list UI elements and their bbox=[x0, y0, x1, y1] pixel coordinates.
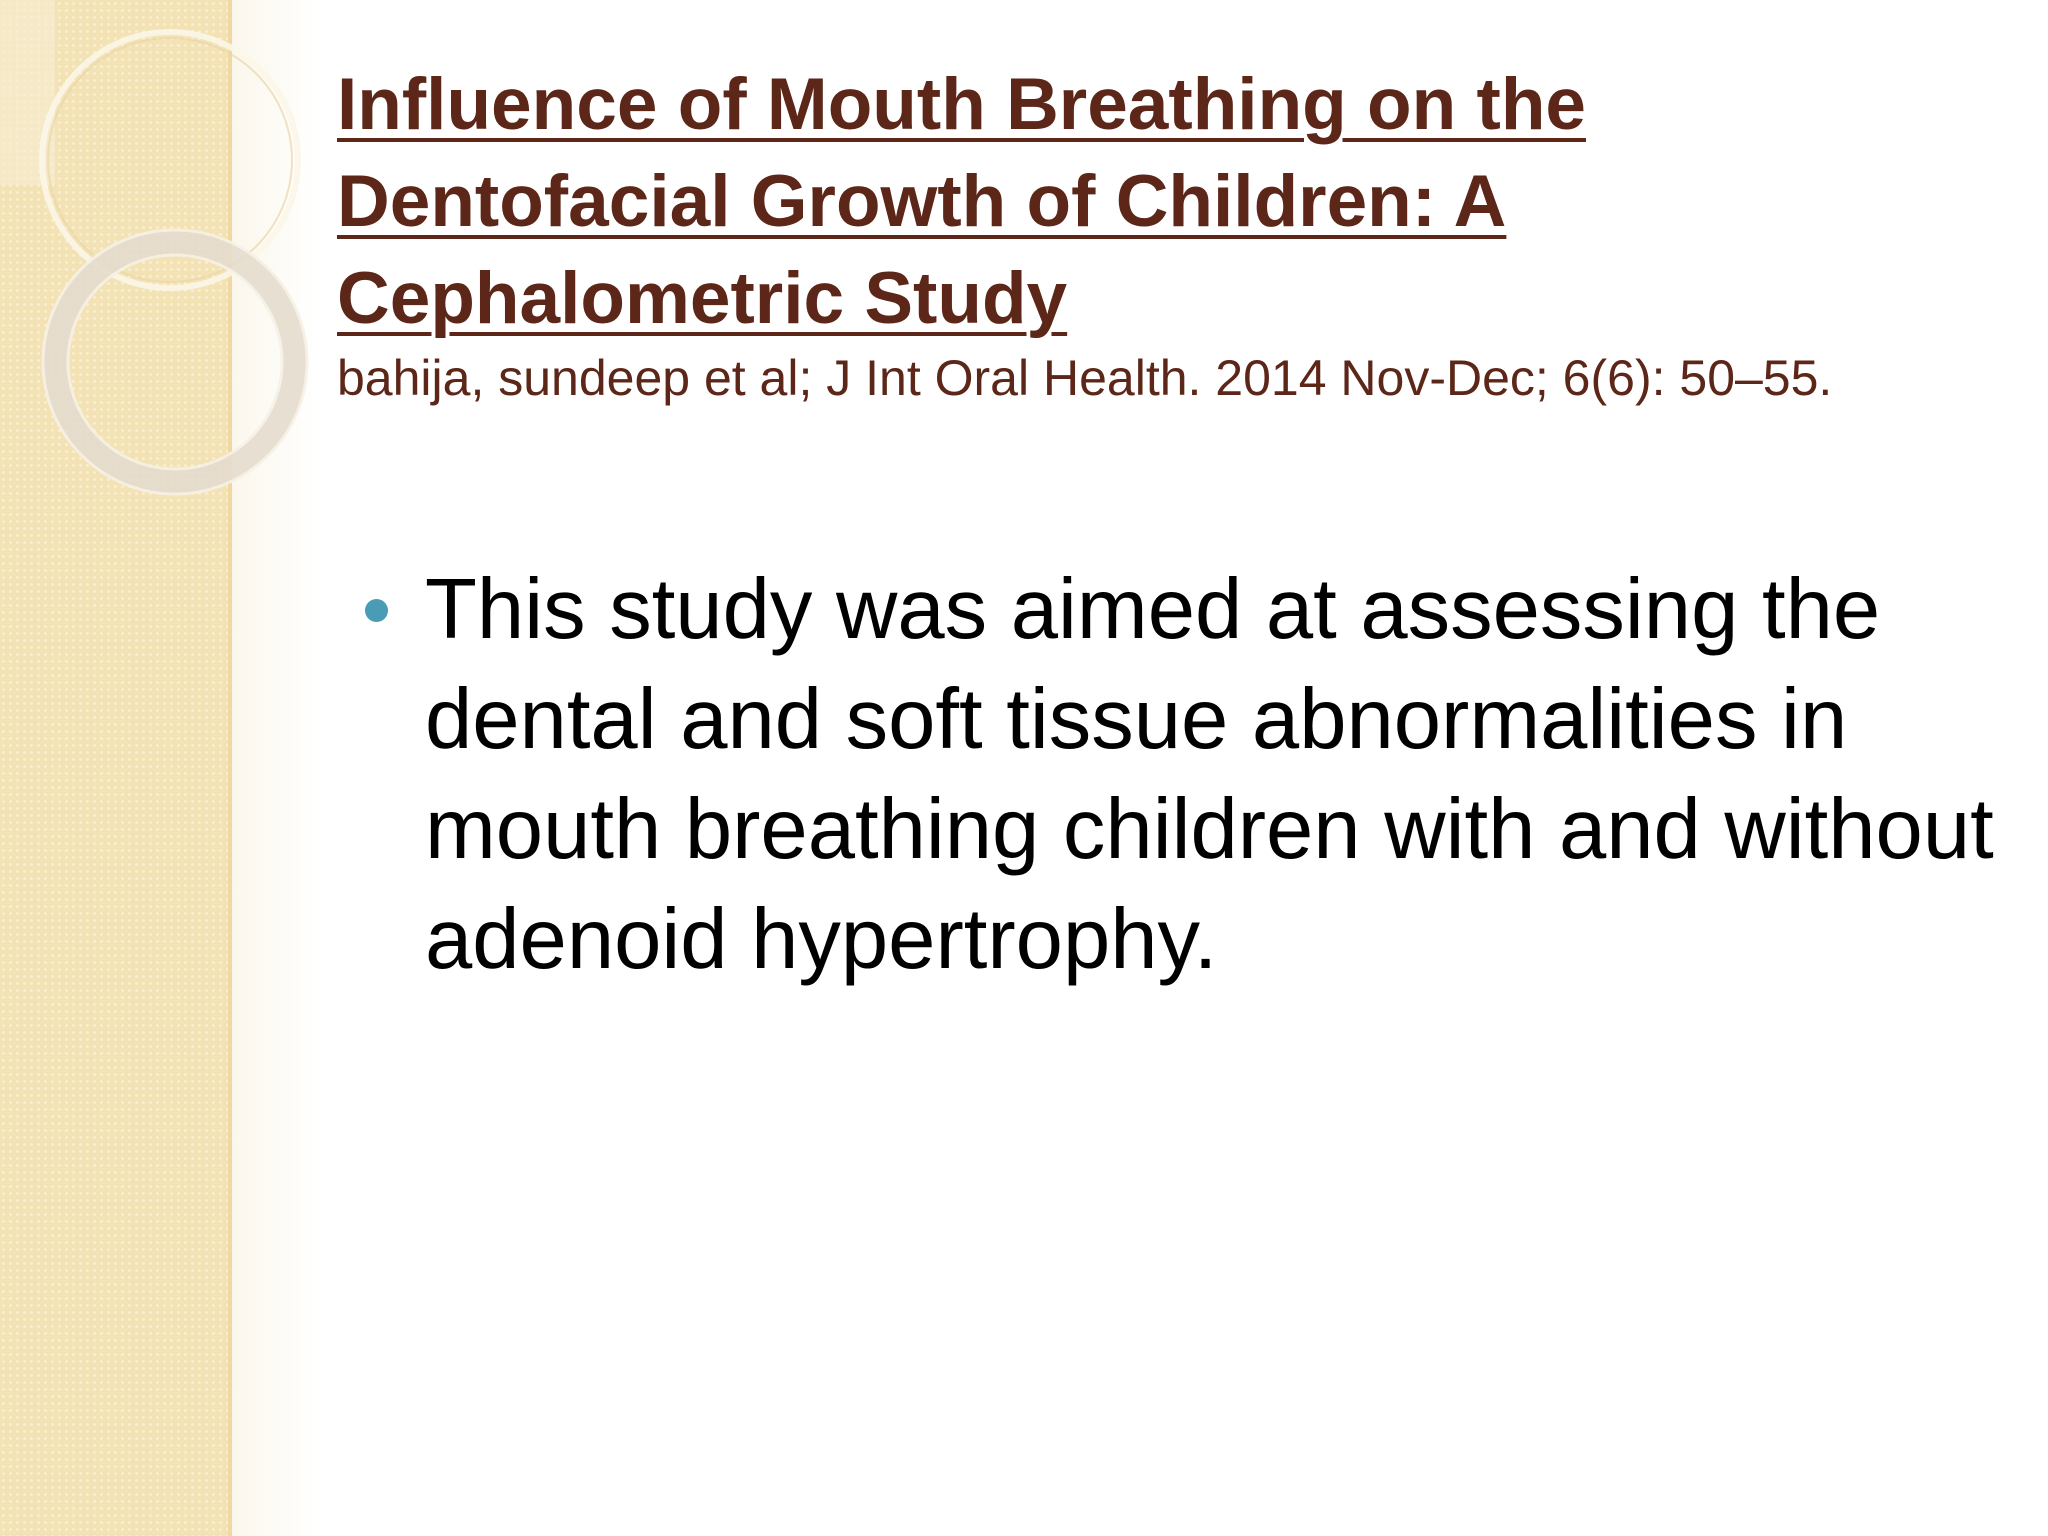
bullet-text: This study was aimed at assessing the dental and soft tissue abnormalities in mouth breathing children with and without adenoid hypertrophy. bbox=[425, 562, 1994, 987]
bullet-item bbox=[365, 555, 2015, 995]
citation: bahija, sundeep et al; J Int Oral Health. 2014 Nov-Dec; 6(6): 50–55. bbox=[337, 350, 1833, 406]
slide-title: Influence of Mouth Breathing on the Dentofacial Growth of Children: A Cephalometric Study bbox=[337, 64, 1587, 339]
bullet-dot-icon bbox=[365, 599, 388, 622]
decorative-rings-ornament bbox=[0, 0, 320, 520]
bullet-list bbox=[365, 555, 2015, 995]
title-block bbox=[337, 56, 1997, 411]
